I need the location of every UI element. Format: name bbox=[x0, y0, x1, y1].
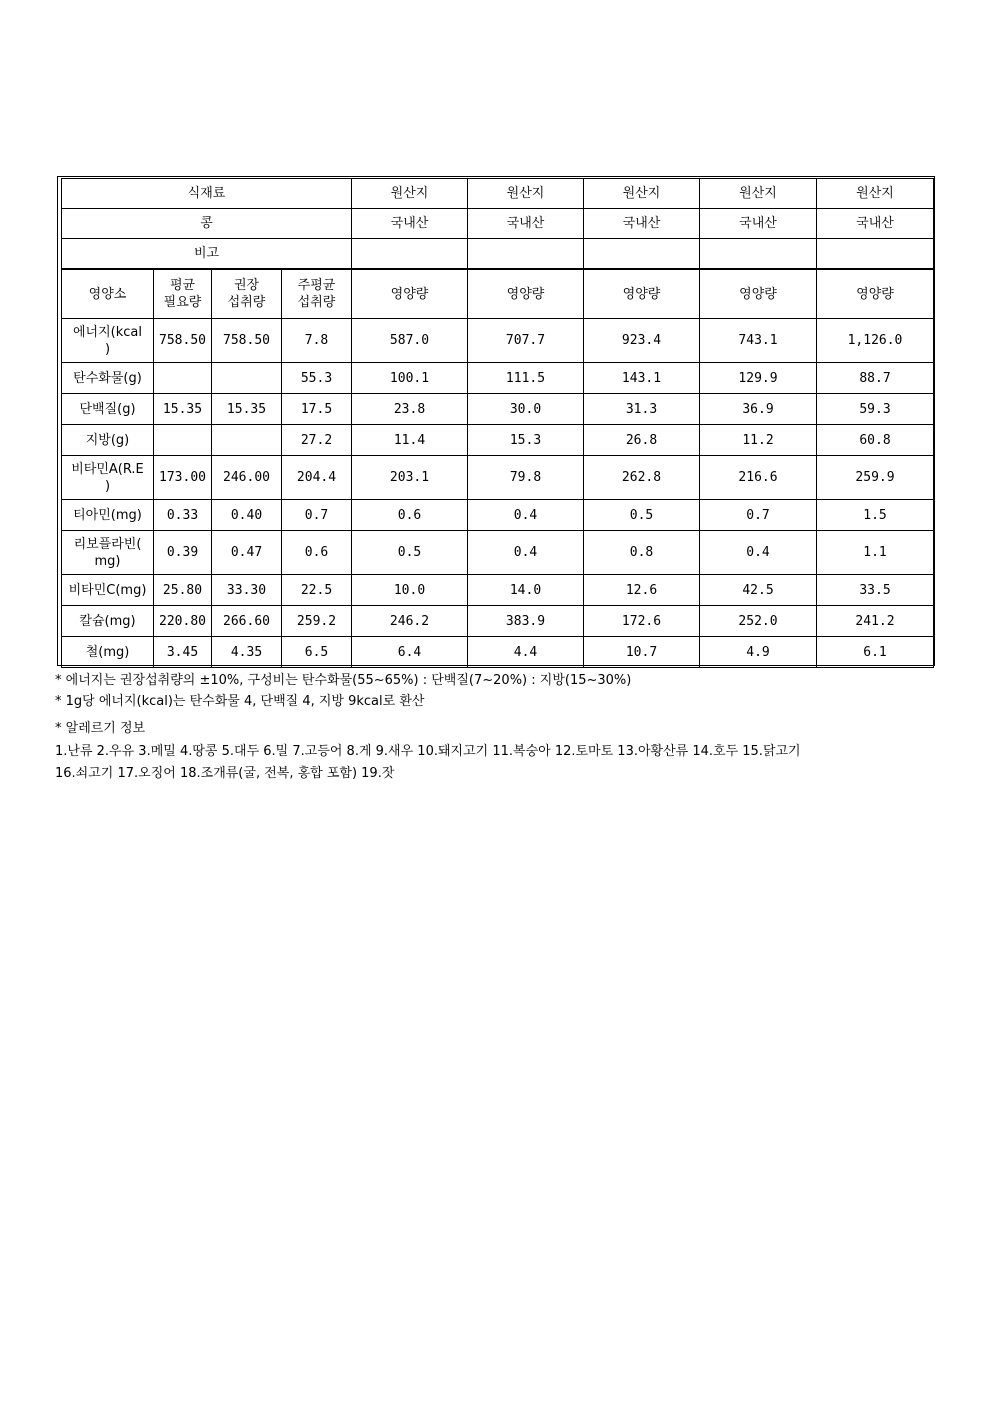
origin-header: 원산지 bbox=[700, 179, 817, 209]
nutrient-name-line2: ) bbox=[104, 478, 111, 494]
recommended-header-line2: 섭취량 bbox=[227, 295, 266, 310]
recommended-value: 33.30 bbox=[212, 575, 282, 606]
amount-value: 59.3 bbox=[817, 394, 934, 425]
nutrient-name-line2: ) bbox=[104, 341, 111, 357]
nutrient-name-line1: 리보플라빈( bbox=[73, 536, 142, 552]
origin-value: 국내산 bbox=[352, 209, 468, 239]
origin-header: 원산지 bbox=[352, 179, 468, 209]
amount-value: 1.5 bbox=[817, 500, 934, 531]
amount-value: 12.6 bbox=[584, 575, 700, 606]
amount-header: 영양량 bbox=[817, 270, 934, 319]
nutrient-name bbox=[62, 531, 154, 575]
amount-value: 11.4 bbox=[352, 425, 468, 456]
amount-value: 246.2 bbox=[352, 606, 468, 637]
nutrient-name bbox=[62, 637, 154, 668]
nutrient-name-line1: 에너지(kcal bbox=[73, 324, 142, 340]
amount-value: 203.1 bbox=[352, 456, 468, 500]
weekly-header-line2: 섭취량 bbox=[297, 295, 336, 310]
remark-value bbox=[700, 239, 817, 269]
amount-value: 26.8 bbox=[584, 425, 700, 456]
avg-need-value: 220.80 bbox=[154, 606, 212, 637]
nutrient-name bbox=[62, 425, 154, 456]
weekly-value: 6.5 bbox=[282, 637, 352, 668]
amount-header: 영양량 bbox=[700, 270, 817, 319]
amount-value: 4.9 bbox=[700, 637, 817, 668]
amount-value: 11.2 bbox=[700, 425, 817, 456]
conversion-note: * 1g당 에너지(kcal)는 탄수화물 4, 단백질 4, 지방 9kcal로 환산 bbox=[55, 694, 425, 709]
amount-value: 743.1 bbox=[700, 319, 817, 363]
recommended-value: 15.35 bbox=[212, 394, 282, 425]
amount-value: 23.8 bbox=[352, 394, 468, 425]
avg-need-value: 0.39 bbox=[154, 531, 212, 575]
nutrient-name bbox=[62, 394, 154, 425]
nutrient-name-line1: 탄수화물(g) bbox=[73, 370, 142, 386]
amount-value: 0.5 bbox=[352, 531, 468, 575]
nutrient-name-line1: 칼슘(mg) bbox=[79, 613, 136, 629]
amount-value: 0.6 bbox=[352, 500, 468, 531]
avg-need-header bbox=[154, 270, 212, 319]
avg-need-value: 758.50 bbox=[154, 319, 212, 363]
recommended-value bbox=[212, 425, 282, 456]
weekly-value: 22.5 bbox=[282, 575, 352, 606]
avg-need-value: 3.45 bbox=[154, 637, 212, 668]
nutrient-name-line1: 비타민A(R.E bbox=[71, 461, 144, 477]
recommended-header-line1: 권장 bbox=[233, 278, 260, 293]
weekly-value: 17.5 bbox=[282, 394, 352, 425]
origin-value: 국내산 bbox=[584, 209, 700, 239]
recommended-value: 246.00 bbox=[212, 456, 282, 500]
amount-value: 383.9 bbox=[468, 606, 584, 637]
nutrient-name-line1: 비타민C(mg) bbox=[68, 582, 147, 598]
weekly-value: 27.2 bbox=[282, 425, 352, 456]
nutrient-row bbox=[62, 456, 934, 500]
origin-value: 국내산 bbox=[700, 209, 817, 239]
nutrient-name-line1: 지방(g) bbox=[85, 432, 130, 448]
remark-value bbox=[584, 239, 700, 269]
avg-need-value: 173.00 bbox=[154, 456, 212, 500]
amount-value: 587.0 bbox=[352, 319, 468, 363]
allergy-list-line2: 16.쇠고기 17.오징어 18.조개류(굴, 전복, 홍합 포함) 19.잣 bbox=[55, 766, 395, 781]
amount-value: 6.1 bbox=[817, 637, 934, 668]
nutrient-name bbox=[62, 363, 154, 394]
nutrient-row bbox=[62, 637, 934, 668]
nutrient-name bbox=[62, 575, 154, 606]
nutrient-name-line1: 철(mg) bbox=[85, 644, 130, 660]
amount-value: 60.8 bbox=[817, 425, 934, 456]
remark-value bbox=[468, 239, 584, 269]
amount-value: 15.3 bbox=[468, 425, 584, 456]
nutrient-name-line1: 단백질(g) bbox=[79, 401, 136, 417]
amount-header: 영양량 bbox=[468, 270, 584, 319]
nutrient-name bbox=[62, 319, 154, 363]
amount-value: 10.0 bbox=[352, 575, 468, 606]
nutrient-row bbox=[62, 425, 934, 456]
recommended-value bbox=[212, 363, 282, 394]
amount-value: 88.7 bbox=[817, 363, 934, 394]
origin-header: 원산지 bbox=[817, 179, 934, 209]
allergy-list-line1: 1.난류 2.우유 3.메밀 4.땅콩 5.대두 6.밀 7.고등어 8.게 9.새우 10.돼지고기 11.복숭아 12.토마토 13.아황산류 14.호두 15.닭고기 bbox=[55, 744, 801, 759]
amount-value: 36.9 bbox=[700, 394, 817, 425]
origin-header: 원산지 bbox=[468, 179, 584, 209]
amount-value: 0.5 bbox=[584, 500, 700, 531]
origin-value: 국내산 bbox=[817, 209, 934, 239]
nutrient-name bbox=[62, 606, 154, 637]
origin-header: 원산지 bbox=[584, 179, 700, 209]
origin-value-row bbox=[62, 209, 934, 239]
weekly-value: 204.4 bbox=[282, 456, 352, 500]
nutrient-row bbox=[62, 500, 934, 531]
energy-note: * 에너지는 권장섭취량의 ±10%, 구성비는 탄수화물(55~65%) : 단백질(7~20%) : 지방(15~30%) bbox=[55, 673, 632, 688]
avg-need-value: 15.35 bbox=[154, 394, 212, 425]
amount-value: 1,126.0 bbox=[817, 319, 934, 363]
remark-row bbox=[62, 239, 934, 269]
recommended-value: 266.60 bbox=[212, 606, 282, 637]
avg-need-value bbox=[154, 363, 212, 394]
amount-value: 31.3 bbox=[584, 394, 700, 425]
avg-need-value: 25.80 bbox=[154, 575, 212, 606]
amount-value: 172.6 bbox=[584, 606, 700, 637]
amount-value: 262.8 bbox=[584, 456, 700, 500]
nutrient-name-line1: 티아민(mg) bbox=[73, 507, 142, 523]
avg-need-header-line1: 평균 bbox=[169, 278, 196, 293]
nutrient-row bbox=[62, 394, 934, 425]
nutrition-table bbox=[61, 269, 934, 668]
nutrient-row bbox=[62, 319, 934, 363]
nutrient-name-line2: mg) bbox=[94, 553, 121, 569]
amount-value: 42.5 bbox=[700, 575, 817, 606]
ingredient-value: 콩 bbox=[62, 209, 352, 239]
avg-need-value bbox=[154, 425, 212, 456]
amount-value: 14.0 bbox=[468, 575, 584, 606]
amount-value: 33.5 bbox=[817, 575, 934, 606]
amount-value: 1.1 bbox=[817, 531, 934, 575]
origin-header-row bbox=[62, 179, 934, 209]
weekly-value: 259.2 bbox=[282, 606, 352, 637]
amount-value: 6.4 bbox=[352, 637, 468, 668]
amount-value: 259.9 bbox=[817, 456, 934, 500]
origin-value: 국내산 bbox=[468, 209, 584, 239]
amount-value: 0.4 bbox=[468, 500, 584, 531]
nutrient-header: 영양소 bbox=[62, 270, 154, 319]
amount-value: 252.0 bbox=[700, 606, 817, 637]
amount-value: 923.4 bbox=[584, 319, 700, 363]
nutrient-row bbox=[62, 363, 934, 394]
ingredient-label: 식재료 bbox=[62, 179, 352, 209]
amount-value: 0.8 bbox=[584, 531, 700, 575]
amount-value: 0.4 bbox=[468, 531, 584, 575]
amount-value: 4.4 bbox=[468, 637, 584, 668]
remark-value bbox=[352, 239, 468, 269]
nutrient-row bbox=[62, 575, 934, 606]
allergy-note-title: * 알레르기 정보 bbox=[55, 721, 146, 736]
recommended-value: 0.47 bbox=[212, 531, 282, 575]
amount-value: 0.4 bbox=[700, 531, 817, 575]
recommended-value: 0.40 bbox=[212, 500, 282, 531]
nutrient-row bbox=[62, 531, 934, 575]
amount-value: 30.0 bbox=[468, 394, 584, 425]
amount-value: 241.2 bbox=[817, 606, 934, 637]
weekly-header-line1: 주평균 bbox=[297, 278, 336, 293]
amount-value: 10.7 bbox=[584, 637, 700, 668]
amount-header: 영양량 bbox=[584, 270, 700, 319]
avg-need-value: 0.33 bbox=[154, 500, 212, 531]
recommended-header bbox=[212, 270, 282, 319]
amount-header: 영양량 bbox=[352, 270, 468, 319]
ingredient-table bbox=[61, 178, 934, 269]
nutrient-name bbox=[62, 456, 154, 500]
amount-value: 707.7 bbox=[468, 319, 584, 363]
amount-value: 143.1 bbox=[584, 363, 700, 394]
nutrient-row bbox=[62, 606, 934, 637]
nutrition-header-row bbox=[62, 270, 934, 319]
amount-value: 0.7 bbox=[700, 500, 817, 531]
amount-value: 111.5 bbox=[468, 363, 584, 394]
weekly-value: 0.6 bbox=[282, 531, 352, 575]
remark-value bbox=[817, 239, 934, 269]
amount-value: 216.6 bbox=[700, 456, 817, 500]
weekly-header bbox=[282, 270, 352, 319]
recommended-value: 4.35 bbox=[212, 637, 282, 668]
amount-value: 129.9 bbox=[700, 363, 817, 394]
recommended-value: 758.50 bbox=[212, 319, 282, 363]
weekly-value: 7.8 bbox=[282, 319, 352, 363]
remark-label: 비고 bbox=[62, 239, 352, 269]
amount-value: 100.1 bbox=[352, 363, 468, 394]
weekly-value: 0.7 bbox=[282, 500, 352, 531]
weekly-value: 55.3 bbox=[282, 363, 352, 394]
avg-need-header-line2: 필요량 bbox=[163, 295, 202, 310]
amount-value: 79.8 bbox=[468, 456, 584, 500]
nutrient-name bbox=[62, 500, 154, 531]
